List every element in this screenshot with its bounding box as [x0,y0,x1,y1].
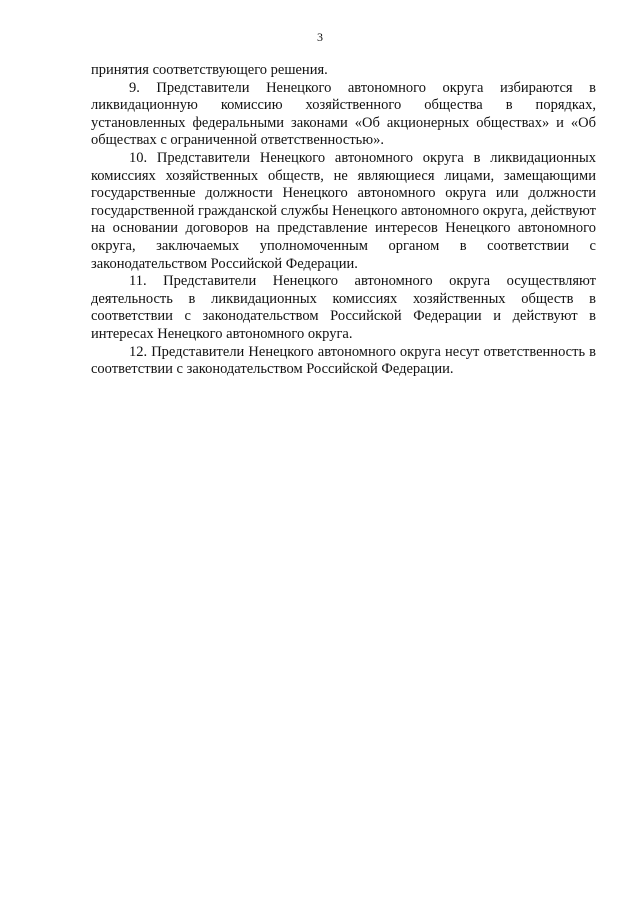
paragraph-item-9: 9. Представители Ненецкого автономного округа избираются в ликвидационную комиссию хозяйственного общества в порядках, установленных федеральными законами «Об акционерных обществах» и «Об обществах с ограниченной ответственностью». [91,79,596,149]
paragraph-item-12: 12. Представители Ненецкого автономного округа несут ответственность в соответствии с законодательством Российской Федерации. [91,343,596,378]
paragraph-item-10: 10. Представители Ненецкого автономного округа в ликвидационных комиссиях хозяйственных обществ, не являющиеся лицами, замещающими государственные должности Ненецкого автономного округа или должности государственной гражданской службы Ненецкого автономного округа, действуют на основании договоров на представление интересов Ненецкого автономного округа, заключаемых уполномоченным органом в соответствии с законодательством Российской Федерации. [91,149,596,272]
paragraph-item-11: 11. Представители Ненецкого автономного округа осуществляют деятельность в ликвидационных комиссиях хозяйственных обществ в соответствии с законодательством Российской Федерации и действуют в интересах Ненецкого автономного округа. [91,273,596,342]
page-number: 3 [317,30,323,44]
paragraph-continuation: принятия соответствующего решения. [91,62,328,78]
document-body [91,62,596,379]
